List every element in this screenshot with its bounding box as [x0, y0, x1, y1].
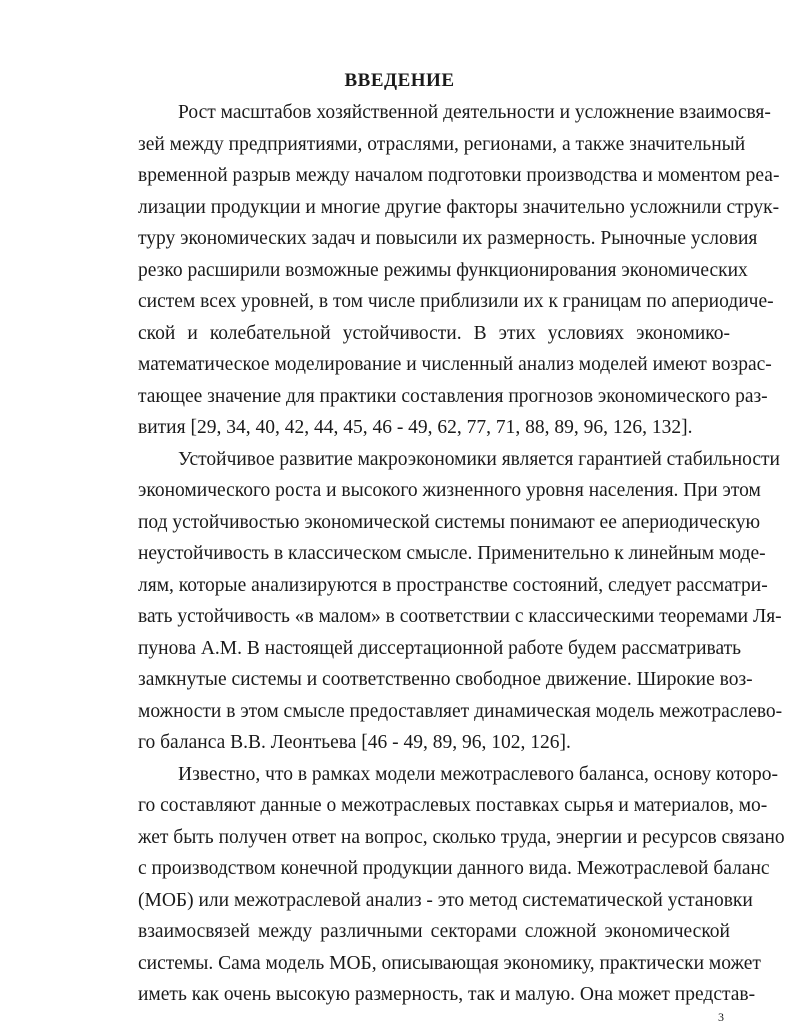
paragraph-3-line-1: Известно, что в рамках модели межотраслевого баланса, основу которо-	[178, 764, 778, 785]
paragraph-1-line-5: туру экономических задач и повысили их размерность. Рыночные условия	[138, 228, 758, 249]
paragraph-3-line-5: (МОБ) или межотраслевой анализ - это метод систематической установки	[138, 890, 753, 911]
paragraph-3-line-6: взаимосвязей между различными секторами сложной экономической	[138, 921, 730, 942]
paragraph-1-line-1: Рост масштабов хозяйственной деятельности и усложнение взаимосвя-	[178, 102, 771, 123]
paragraph-2-line-7: пунова А.М. В настоящей диссертационной работе будем рассматривать	[138, 638, 742, 659]
paragraph-1-line-4: лизации продукции и многие другие факторы значительно усложнили струк-	[138, 197, 780, 218]
paragraph-2-line-1: Устойчивое развитие макроэкономики является гарантией стабильности	[178, 449, 780, 470]
paragraph-3-line-7: системы. Сама модель МОБ, описывающая экономику, практически может	[138, 953, 761, 974]
paragraph-1-line-2: зей между предприятиями, отраслями, регионами, а также значительный	[138, 134, 746, 155]
paragraph-3-line-4: с производством конечной продукции данного вида. Межотраслевой баланс	[138, 858, 770, 879]
paragraph-2-line-5: лям, которые анализируются в пространстве состояний, следует рассматри-	[138, 575, 768, 596]
paragraph-2-line-4: неустойчивость в классическом смысле. Применительно к линейным моде-	[138, 543, 766, 564]
paragraph-1-line-9: математическое моделирование и численный анализ моделей имеют возрас-	[138, 354, 772, 375]
paragraph-1-line-11: вития [29, 34, 40, 42, 44, 45, 46 - 49, 62, 77, 71, 88, 89, 96, 126, 132].	[138, 417, 693, 438]
paragraph-2-line-9: можности в этом смысле предоставляет динамическая модель межотраслево-	[138, 701, 783, 722]
page-number: 3	[718, 1010, 724, 1024]
paragraph-3-line-2: го составляют данные о межотраслевых поставках сырья и материалов, мо-	[138, 795, 768, 816]
paragraph-1-line-3: временной разрыв между началом подготовки производства и моментом реа-	[138, 165, 780, 186]
paragraph-1-line-8: ской и колебательной устойчивости. В этих условиях экономико-	[138, 323, 730, 344]
paragraph-2-line-3: под устойчивостью экономической системы понимают ее апериодическую	[138, 512, 761, 533]
paragraph-2-line-10: го баланса В.В. Леонтьева [46 - 49, 89, 96, 102, 126].	[138, 732, 571, 753]
paragraph-3-line-3: жет быть получен ответ на вопрос, сколько труда, энергии и ресурсов связано	[138, 827, 785, 848]
paragraph-2-line-6: вать устойчивость «в малом» в соответствии с классическими теоремами Ля-	[138, 606, 782, 627]
paragraph-1-line-10: тающее значение для практики составления прогнозов экономического раз-	[138, 386, 768, 407]
paragraph-2-line-8: замкнутые системы и соответственно свободное движение. Широкие воз-	[138, 669, 753, 690]
section-title: ВВЕДЕНИЕ	[344, 70, 455, 91]
paragraph-2-line-2: экономического роста и высокого жизненного уровня населения. При этом	[138, 480, 761, 501]
paragraph-1-line-7: систем всех уровней, в том числе приблизили их к границам по апериодиче-	[138, 291, 774, 312]
paragraph-3-line-8: иметь как очень высокую размерность, так и малую. Она может представ-	[138, 984, 756, 1005]
paragraph-1-line-6: резко расширили возможные режимы функционирования экономических	[138, 260, 748, 281]
